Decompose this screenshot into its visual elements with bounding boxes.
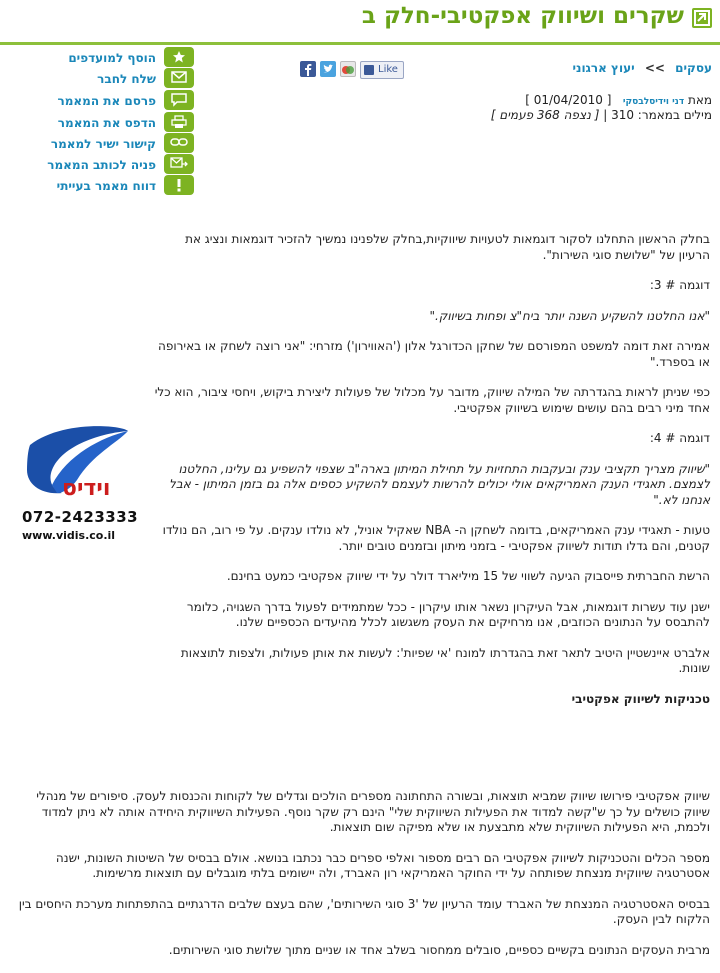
like-label: Like [378,64,398,75]
sidebar-label: הוסף למועדפים [68,51,156,65]
report-article-button[interactable] [50,175,194,195]
paragraph: אמירה זאת דומה למשפט המפורסם של שחקן הכדורגל אלון ('האווירון') מזרחי: "אני רוצה לשחק או באירופה או בספרד." [158,339,710,369]
sidebar-label: דווח מאמר בעייתי [56,179,156,193]
paragraph: מספר הכלים והטכניקות לשיווק אפקטיבי הם רבים מספור ואלפי ספרים כבר נכתבו בנושא. אולם בבסיס של השיטות השונות, ישנה אסטרטגיה שיווקית מנצחת שפותחה על ידי החוקר האמריקאי רון האברד, ולה יישומים בלתי מוגבלים עם תוצאות מרשימות. [55,850,710,880]
example-label: דוגמה # 4: [649,431,710,445]
view-count: | [ נצפה 368 פעמים ] [490,108,608,122]
printer-icon [164,112,194,132]
article-meta [525,93,712,107]
sidebar-label: שלח לחבר [97,72,156,86]
article-body [150,232,710,715]
star-icon [164,47,194,67]
author-link[interactable]: דני וידיסלבסקי [622,97,685,107]
article-stats [491,108,712,122]
envelope-icon [164,68,194,88]
logo-url[interactable]: www.vidis.co.il [22,529,116,542]
twitter-icon[interactable] [320,61,336,77]
title-divider [0,42,720,45]
exclamation-icon [164,175,194,195]
paragraph: בבסיס האסטרטגיה המנצחת של האברד עומד הרעיון של '3 סוגי השירותים', שהם בעצם שלבים הדרגתיים בהתפתחות מערכת היחסים בין הלקוח לבין העסק. [18,896,710,926]
facebook-like-button[interactable] [360,61,404,79]
article-date: [ 01/04/2010 ] [525,93,612,107]
sidebar-label: פניה לכותב המאמר [47,158,156,172]
paragraph: אלברט איינשטיין היטיב לתאר זאת בהגדרתו למונח 'אי שפיות': לעשות את אותן פעולות, ולצפות לתוצאות שונות. [180,645,710,675]
article-body-continued [10,789,710,973]
breadcrumb [572,61,712,75]
logo-wordmark: וידיס [62,476,111,501]
example-label: דוגמה # 3: [649,278,710,292]
link-icon [164,133,194,153]
facebook-icon [364,65,374,75]
facebook-icon[interactable] [300,61,316,77]
paragraph: ישנן עוד עשרות דוגמאות, אבל העיקרון נשאר אותו עיקרון - ככל שמתמידים לפעול בדרך השגויה, כלומר להתבסס על הנתונים הכוזבים, אנו מרחיקים את העסק משגשוג לכלל מהיעדים הכספיים שלנו. [186,599,710,629]
paragraph: כפי שניתן לראות בהגדרתה של המילה שיווק, מדובר על מכלול של פעולות ליצירת ביקוש, ויחסי ציבור, הוא כלי אחד מיני רבים בהם עושים שימוש בשיווק אפקטיבי. [154,385,710,415]
logo-phone: 072-2423333 [22,508,139,526]
paragraph: מרבית העסקים הנתונים בקשיים כספיים, סובלים ממחסור בשלב אחד או שניים מתוך שלושת סוגי השירותים. [168,942,710,957]
sidebar-label: פרסם את המאמר [57,94,156,108]
breadcrumb-separator: >> [644,61,665,75]
comment-icon [164,90,194,110]
paragraph: טעות - תאגידי ענק האמריקאים, בדומה לשחקן ה- NBA שאקיל אוניל, לא נולדו ענקים. על פי רוב, הם נולדו קטנים, והם גדלו תודות לשיווק אפקטיבי - בזמני מיתון ובזמנים טובים יותר. [162,523,710,553]
arrow-box-icon [692,8,712,28]
breadcrumb-business[interactable]: עסקים [675,61,712,75]
paragraph: שיווק אפקטיבי פירושו שיווק שמביא תוצאות, ובשורה התחתונה מספרים הולכים וגדלים של לקוחות והכנסות לעסק. סיפורים של מנהלי שיווק כושלים על כך ש"קשה למדוד את הפעילות השיווקית שלי" הינם רק שקר נוסף. הפעילות השיווקית היחידה אותה לא ניתן למדוד ולכמת, היא הפעילות השיווקית שלא מתבצעת או שלא מפיקה שום תוצאות. [36,789,710,834]
send-to-friend-button[interactable] [50,68,194,88]
title-bar [0,0,720,40]
from-label: מאת [687,93,712,107]
paragraph: בחלק הראשון התחלנו לסקור דוגמאות לטעויות שיווקיות,בחלק שלפנינו נמשיך להזכיר דוגמאות ונציג את הרעיון של "שלושת סוגי השירות". [185,232,710,262]
share-icon[interactable] [340,61,356,77]
paragraph: הרשת החברתית פייסבוק הגיעה לשווי של 15 מיליארד דולר על ידי שיווק אפקטיבי כמעט בחינם. [226,569,710,583]
add-to-favorites-button[interactable] [50,47,194,67]
page-title: שקרים ושיווק אפקטיבי-חלק ב [361,3,684,29]
breadcrumb-org-consulting[interactable]: יעוץ ארגוני [572,61,635,75]
sidebar-label: קישור ישיר למאמר [50,137,156,151]
section-heading: טכניקות לשיווק אפקטיבי [571,691,710,706]
print-article-button[interactable] [50,112,194,132]
direct-link-button[interactable] [50,133,194,153]
sidebar-label: הדפס את המאמר [57,116,156,130]
quote: "אנו החלטנו להשקיע השנה יותר ביח"צ ופחות בשיווק." [429,308,710,323]
envelope-forward-icon [164,154,194,174]
contact-author-button[interactable] [47,154,194,174]
quote: "שיווק מצריך תקציבי ענק ובעקבות התחזיות על תחילת המיתון בארה"ב שצפוי להשפיע גם עלינו, החלטנו לצמצם. תאגידי הענק האמריקאים אולי יכולים להרשות לעצמם להשקיע כספים אלה גם בזמן המיתון - אבל אנחנו לא." [169,461,710,507]
publish-article-button[interactable] [50,90,194,110]
word-count: מילים במאמר: 310 [611,108,712,122]
